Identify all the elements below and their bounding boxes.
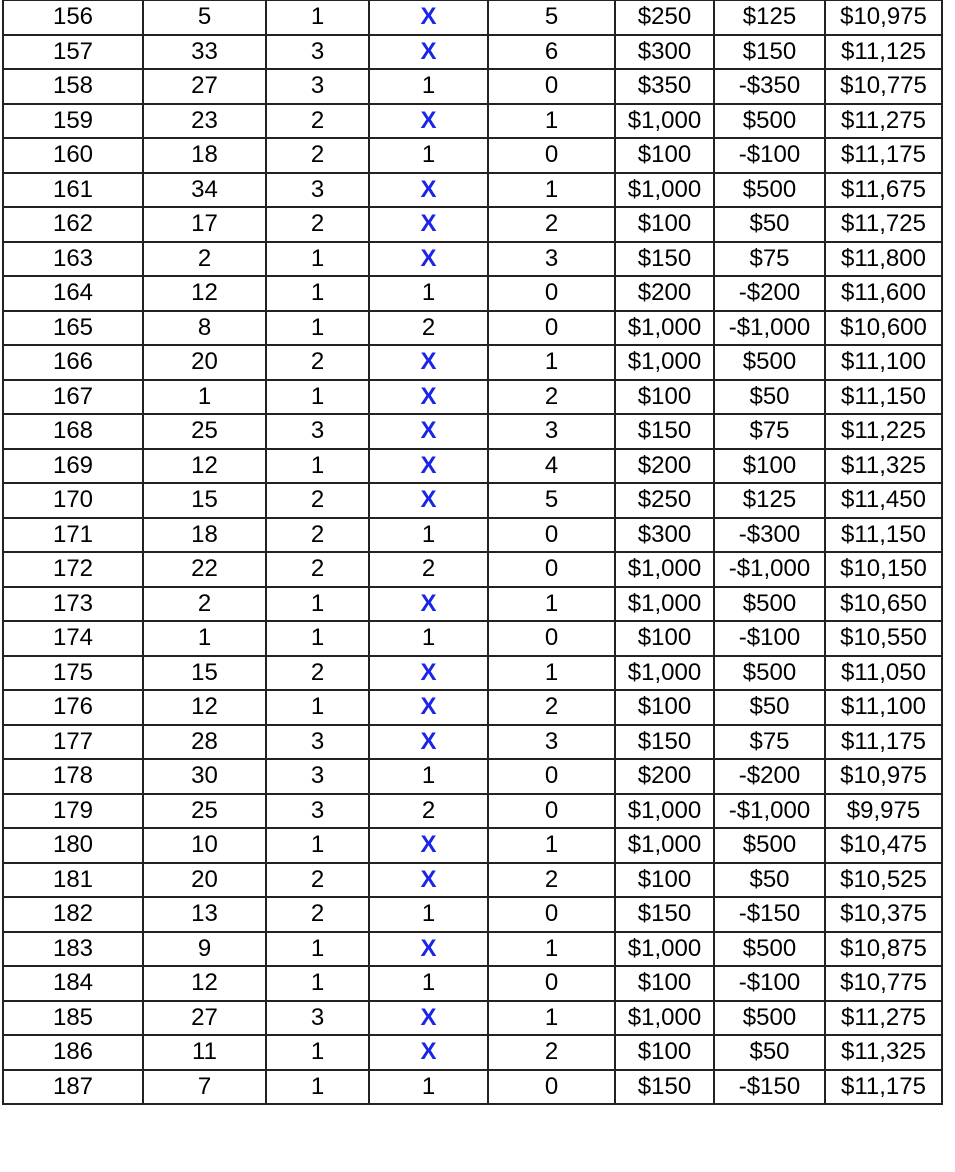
result-cell: -$1,000	[714, 794, 825, 829]
streak-cell: 1	[488, 345, 615, 380]
result-cell: $500	[714, 173, 825, 208]
mark-cell: X	[369, 656, 488, 691]
row-number-cell: 161	[3, 173, 143, 208]
table-row	[3, 828, 942, 863]
streak-cell: 3	[488, 242, 615, 277]
streak-cell: 1	[488, 104, 615, 139]
streak-cell: 0	[488, 518, 615, 553]
row-number-cell: 158	[3, 69, 143, 104]
table-row	[3, 759, 942, 794]
result-cell: $125	[714, 483, 825, 518]
balance-cell: $10,875	[825, 932, 942, 967]
table-row	[3, 207, 942, 242]
value-cell: 11	[143, 1035, 266, 1070]
group-cell: 1	[266, 966, 369, 1001]
row-number-cell: 169	[3, 449, 143, 484]
group-cell: 3	[266, 1001, 369, 1036]
value-cell: 25	[143, 414, 266, 449]
mark-cell: X	[369, 483, 488, 518]
table-row	[3, 380, 942, 415]
bet-cell: $200	[615, 759, 714, 794]
mark-cell: X	[369, 380, 488, 415]
bet-cell: $1,000	[615, 345, 714, 380]
value-cell: 8	[143, 311, 266, 346]
value-cell: 15	[143, 483, 266, 518]
row-number-cell: 175	[3, 656, 143, 691]
mark-cell: X	[369, 1001, 488, 1036]
value-cell: 28	[143, 725, 266, 760]
streak-cell: 3	[488, 414, 615, 449]
balance-cell: $10,550	[825, 621, 942, 656]
balance-cell: $11,275	[825, 104, 942, 139]
mark-cell: 1	[369, 518, 488, 553]
balance-cell: $11,175	[825, 138, 942, 173]
bet-cell: $1,000	[615, 656, 714, 691]
table-row	[3, 1001, 942, 1036]
result-cell: $500	[714, 828, 825, 863]
value-cell: 25	[143, 794, 266, 829]
streak-cell: 0	[488, 311, 615, 346]
value-cell: 1	[143, 380, 266, 415]
table-row	[3, 863, 942, 898]
streak-cell: 1	[488, 828, 615, 863]
mark-cell: 2	[369, 794, 488, 829]
row-number-cell: 187	[3, 1070, 143, 1105]
table-row	[3, 138, 942, 173]
table-row	[3, 587, 942, 622]
value-cell: 30	[143, 759, 266, 794]
balance-cell: $10,975	[825, 0, 942, 35]
balance-cell: $10,475	[825, 828, 942, 863]
mark-cell: X	[369, 173, 488, 208]
value-cell: 2	[143, 242, 266, 277]
row-number-cell: 162	[3, 207, 143, 242]
result-cell: $500	[714, 932, 825, 967]
bet-cell: $1,000	[615, 173, 714, 208]
table-row	[3, 966, 942, 1001]
value-cell: 20	[143, 345, 266, 380]
streak-cell: 2	[488, 380, 615, 415]
table-row	[3, 1035, 942, 1070]
mark-cell: 1	[369, 759, 488, 794]
result-cell: -$200	[714, 276, 825, 311]
mark-cell: 1	[369, 621, 488, 656]
value-cell: 23	[143, 104, 266, 139]
balance-cell: $11,325	[825, 449, 942, 484]
group-cell: 3	[266, 725, 369, 760]
streak-cell: 2	[488, 207, 615, 242]
bet-cell: $300	[615, 518, 714, 553]
result-cell: $500	[714, 104, 825, 139]
group-cell: 2	[266, 345, 369, 380]
balance-cell: $11,800	[825, 242, 942, 277]
bet-cell: $100	[615, 380, 714, 415]
streak-cell: 2	[488, 1035, 615, 1070]
result-cell: -$150	[714, 1070, 825, 1105]
value-cell: 13	[143, 897, 266, 932]
streak-cell: 4	[488, 449, 615, 484]
table-row	[3, 276, 942, 311]
streak-cell: 1	[488, 1001, 615, 1036]
result-cell: $50	[714, 690, 825, 725]
bet-cell: $100	[615, 207, 714, 242]
balance-cell: $11,725	[825, 207, 942, 242]
bet-cell: $1,000	[615, 587, 714, 622]
table-row	[3, 173, 942, 208]
row-number-cell: 164	[3, 276, 143, 311]
result-cell: -$1,000	[714, 552, 825, 587]
bet-cell: $1,000	[615, 552, 714, 587]
bet-cell: $150	[615, 725, 714, 760]
group-cell: 3	[266, 173, 369, 208]
mark-cell: X	[369, 0, 488, 35]
bet-cell: $150	[615, 897, 714, 932]
mark-cell: X	[369, 345, 488, 380]
results-table-body	[3, 0, 942, 1104]
mark-cell: X	[369, 242, 488, 277]
table-row	[3, 690, 942, 725]
row-number-cell: 171	[3, 518, 143, 553]
streak-cell: 6	[488, 35, 615, 70]
value-cell: 12	[143, 690, 266, 725]
value-cell: 15	[143, 656, 266, 691]
group-cell: 3	[266, 69, 369, 104]
bet-cell: $1,000	[615, 1001, 714, 1036]
value-cell: 12	[143, 276, 266, 311]
bet-cell: $100	[615, 863, 714, 898]
bet-cell: $100	[615, 690, 714, 725]
result-cell: -$1,000	[714, 311, 825, 346]
mark-cell: X	[369, 207, 488, 242]
row-number-cell: 184	[3, 966, 143, 1001]
result-cell: -$300	[714, 518, 825, 553]
row-number-cell: 172	[3, 552, 143, 587]
table-row	[3, 656, 942, 691]
table-row	[3, 1070, 942, 1105]
row-number-cell: 157	[3, 35, 143, 70]
mark-cell: X	[369, 863, 488, 898]
mark-cell: X	[369, 1035, 488, 1070]
value-cell: 18	[143, 138, 266, 173]
group-cell: 2	[266, 897, 369, 932]
row-number-cell: 176	[3, 690, 143, 725]
table-row	[3, 621, 942, 656]
row-number-cell: 182	[3, 897, 143, 932]
bet-cell: $100	[615, 138, 714, 173]
table-row	[3, 794, 942, 829]
group-cell: 2	[266, 207, 369, 242]
bet-cell: $150	[615, 1070, 714, 1105]
streak-cell: 2	[488, 690, 615, 725]
streak-cell: 0	[488, 621, 615, 656]
group-cell: 1	[266, 242, 369, 277]
value-cell: 5	[143, 0, 266, 35]
bet-cell: $100	[615, 1035, 714, 1070]
group-cell: 3	[266, 794, 369, 829]
balance-cell: $11,050	[825, 656, 942, 691]
bet-cell: $200	[615, 276, 714, 311]
mark-cell: 1	[369, 966, 488, 1001]
streak-cell: 0	[488, 759, 615, 794]
mark-cell: 2	[369, 311, 488, 346]
group-cell: 2	[266, 552, 369, 587]
row-number-cell: 167	[3, 380, 143, 415]
bet-cell: $150	[615, 414, 714, 449]
result-cell: -$350	[714, 69, 825, 104]
value-cell: 1	[143, 621, 266, 656]
result-cell: $75	[714, 414, 825, 449]
table-row	[3, 518, 942, 553]
row-number-cell: 185	[3, 1001, 143, 1036]
balance-cell: $11,125	[825, 35, 942, 70]
mark-cell: X	[369, 449, 488, 484]
group-cell: 1	[266, 621, 369, 656]
result-cell: -$100	[714, 621, 825, 656]
value-cell: 2	[143, 587, 266, 622]
table-row	[3, 0, 942, 35]
value-cell: 7	[143, 1070, 266, 1105]
group-cell: 2	[266, 863, 369, 898]
result-cell: $50	[714, 1035, 825, 1070]
bet-cell: $100	[615, 966, 714, 1001]
row-number-cell: 183	[3, 932, 143, 967]
result-cell: -$100	[714, 138, 825, 173]
balance-cell: $10,375	[825, 897, 942, 932]
row-number-cell: 156	[3, 0, 143, 35]
group-cell: 3	[266, 759, 369, 794]
balance-cell: $10,650	[825, 587, 942, 622]
streak-cell: 1	[488, 173, 615, 208]
balance-cell: $10,775	[825, 69, 942, 104]
table-row	[3, 932, 942, 967]
table-row	[3, 69, 942, 104]
balance-cell: $10,975	[825, 759, 942, 794]
bet-cell: $1,000	[615, 828, 714, 863]
table-row	[3, 552, 942, 587]
mark-cell: X	[369, 35, 488, 70]
mark-cell: X	[369, 414, 488, 449]
group-cell: 1	[266, 449, 369, 484]
streak-cell: 0	[488, 966, 615, 1001]
mark-cell: 1	[369, 138, 488, 173]
mark-cell: X	[369, 932, 488, 967]
table-row	[3, 311, 942, 346]
result-cell: $500	[714, 345, 825, 380]
balance-cell: $11,150	[825, 380, 942, 415]
balance-cell: $11,175	[825, 725, 942, 760]
group-cell: 1	[266, 380, 369, 415]
row-number-cell: 178	[3, 759, 143, 794]
result-cell: $150	[714, 35, 825, 70]
group-cell: 2	[266, 483, 369, 518]
balance-cell: $11,150	[825, 518, 942, 553]
value-cell: 27	[143, 1001, 266, 1036]
mark-cell: 1	[369, 276, 488, 311]
mark-cell: 1	[369, 897, 488, 932]
group-cell: 2	[266, 518, 369, 553]
value-cell: 12	[143, 966, 266, 1001]
result-cell: -$100	[714, 966, 825, 1001]
table-row	[3, 35, 942, 70]
group-cell: 1	[266, 276, 369, 311]
result-cell: $125	[714, 0, 825, 35]
table-row	[3, 897, 942, 932]
mark-cell: X	[369, 104, 488, 139]
mark-cell: 2	[369, 552, 488, 587]
mark-cell: X	[369, 828, 488, 863]
bet-cell: $1,000	[615, 311, 714, 346]
balance-cell: $10,600	[825, 311, 942, 346]
balance-cell: $11,275	[825, 1001, 942, 1036]
value-cell: 33	[143, 35, 266, 70]
balance-cell: $11,600	[825, 276, 942, 311]
group-cell: 3	[266, 35, 369, 70]
group-cell: 1	[266, 311, 369, 346]
value-cell: 34	[143, 173, 266, 208]
table-row	[3, 104, 942, 139]
bet-cell: $1,000	[615, 932, 714, 967]
result-cell: $75	[714, 242, 825, 277]
bet-cell: $100	[615, 621, 714, 656]
balance-cell: $11,225	[825, 414, 942, 449]
table-row	[3, 725, 942, 760]
result-cell: $50	[714, 863, 825, 898]
result-cell: $75	[714, 725, 825, 760]
row-number-cell: 163	[3, 242, 143, 277]
bet-cell: $350	[615, 69, 714, 104]
table-row	[3, 414, 942, 449]
mark-cell: 1	[369, 1070, 488, 1105]
result-cell: $500	[714, 1001, 825, 1036]
row-number-cell: 179	[3, 794, 143, 829]
balance-cell: $10,525	[825, 863, 942, 898]
result-cell: $50	[714, 207, 825, 242]
group-cell: 2	[266, 138, 369, 173]
value-cell: 17	[143, 207, 266, 242]
row-number-cell: 160	[3, 138, 143, 173]
result-cell: $100	[714, 449, 825, 484]
mark-cell: X	[369, 725, 488, 760]
value-cell: 18	[143, 518, 266, 553]
balance-cell: $11,325	[825, 1035, 942, 1070]
row-number-cell: 177	[3, 725, 143, 760]
group-cell: 3	[266, 414, 369, 449]
group-cell: 1	[266, 690, 369, 725]
bet-cell: $250	[615, 0, 714, 35]
result-cell: -$150	[714, 897, 825, 932]
result-cell: -$200	[714, 759, 825, 794]
table-row	[3, 242, 942, 277]
balance-cell: $11,175	[825, 1070, 942, 1105]
streak-cell: 5	[488, 483, 615, 518]
row-number-cell: 170	[3, 483, 143, 518]
group-cell: 1	[266, 587, 369, 622]
bet-cell: $300	[615, 35, 714, 70]
balance-cell: $9,975	[825, 794, 942, 829]
row-number-cell: 186	[3, 1035, 143, 1070]
bet-cell: $150	[615, 242, 714, 277]
mark-cell: 1	[369, 69, 488, 104]
table-row	[3, 483, 942, 518]
row-number-cell: 174	[3, 621, 143, 656]
streak-cell: 0	[488, 276, 615, 311]
value-cell: 9	[143, 932, 266, 967]
bet-cell: $250	[615, 483, 714, 518]
group-cell: 2	[266, 656, 369, 691]
balance-cell: $11,675	[825, 173, 942, 208]
streak-cell: 0	[488, 552, 615, 587]
mark-cell: X	[369, 690, 488, 725]
group-cell: 2	[266, 104, 369, 139]
results-table	[2, 0, 943, 1105]
result-cell: $500	[714, 656, 825, 691]
streak-cell: 0	[488, 138, 615, 173]
streak-cell: 0	[488, 897, 615, 932]
streak-cell: 5	[488, 0, 615, 35]
streak-cell: 1	[488, 932, 615, 967]
row-number-cell: 181	[3, 863, 143, 898]
balance-cell: $11,100	[825, 345, 942, 380]
table-row	[3, 345, 942, 380]
group-cell: 1	[266, 932, 369, 967]
bet-cell: $1,000	[615, 794, 714, 829]
balance-cell: $11,450	[825, 483, 942, 518]
value-cell: 20	[143, 863, 266, 898]
mark-cell: X	[369, 587, 488, 622]
bet-cell: $1,000	[615, 104, 714, 139]
bet-cell: $200	[615, 449, 714, 484]
balance-cell: $10,775	[825, 966, 942, 1001]
streak-cell: 3	[488, 725, 615, 760]
result-cell: $500	[714, 587, 825, 622]
row-number-cell: 166	[3, 345, 143, 380]
row-number-cell: 173	[3, 587, 143, 622]
streak-cell: 0	[488, 794, 615, 829]
streak-cell: 1	[488, 587, 615, 622]
value-cell: 22	[143, 552, 266, 587]
value-cell: 27	[143, 69, 266, 104]
balance-cell: $10,150	[825, 552, 942, 587]
group-cell: 1	[266, 1070, 369, 1105]
row-number-cell: 165	[3, 311, 143, 346]
value-cell: 12	[143, 449, 266, 484]
row-number-cell: 159	[3, 104, 143, 139]
streak-cell: 2	[488, 863, 615, 898]
row-number-cell: 180	[3, 828, 143, 863]
streak-cell: 1	[488, 656, 615, 691]
group-cell: 1	[266, 828, 369, 863]
streak-cell: 0	[488, 69, 615, 104]
group-cell: 1	[266, 0, 369, 35]
row-number-cell: 168	[3, 414, 143, 449]
result-cell: $50	[714, 380, 825, 415]
balance-cell: $11,100	[825, 690, 942, 725]
table-row	[3, 449, 942, 484]
group-cell: 1	[266, 1035, 369, 1070]
streak-cell: 0	[488, 1070, 615, 1105]
value-cell: 10	[143, 828, 266, 863]
